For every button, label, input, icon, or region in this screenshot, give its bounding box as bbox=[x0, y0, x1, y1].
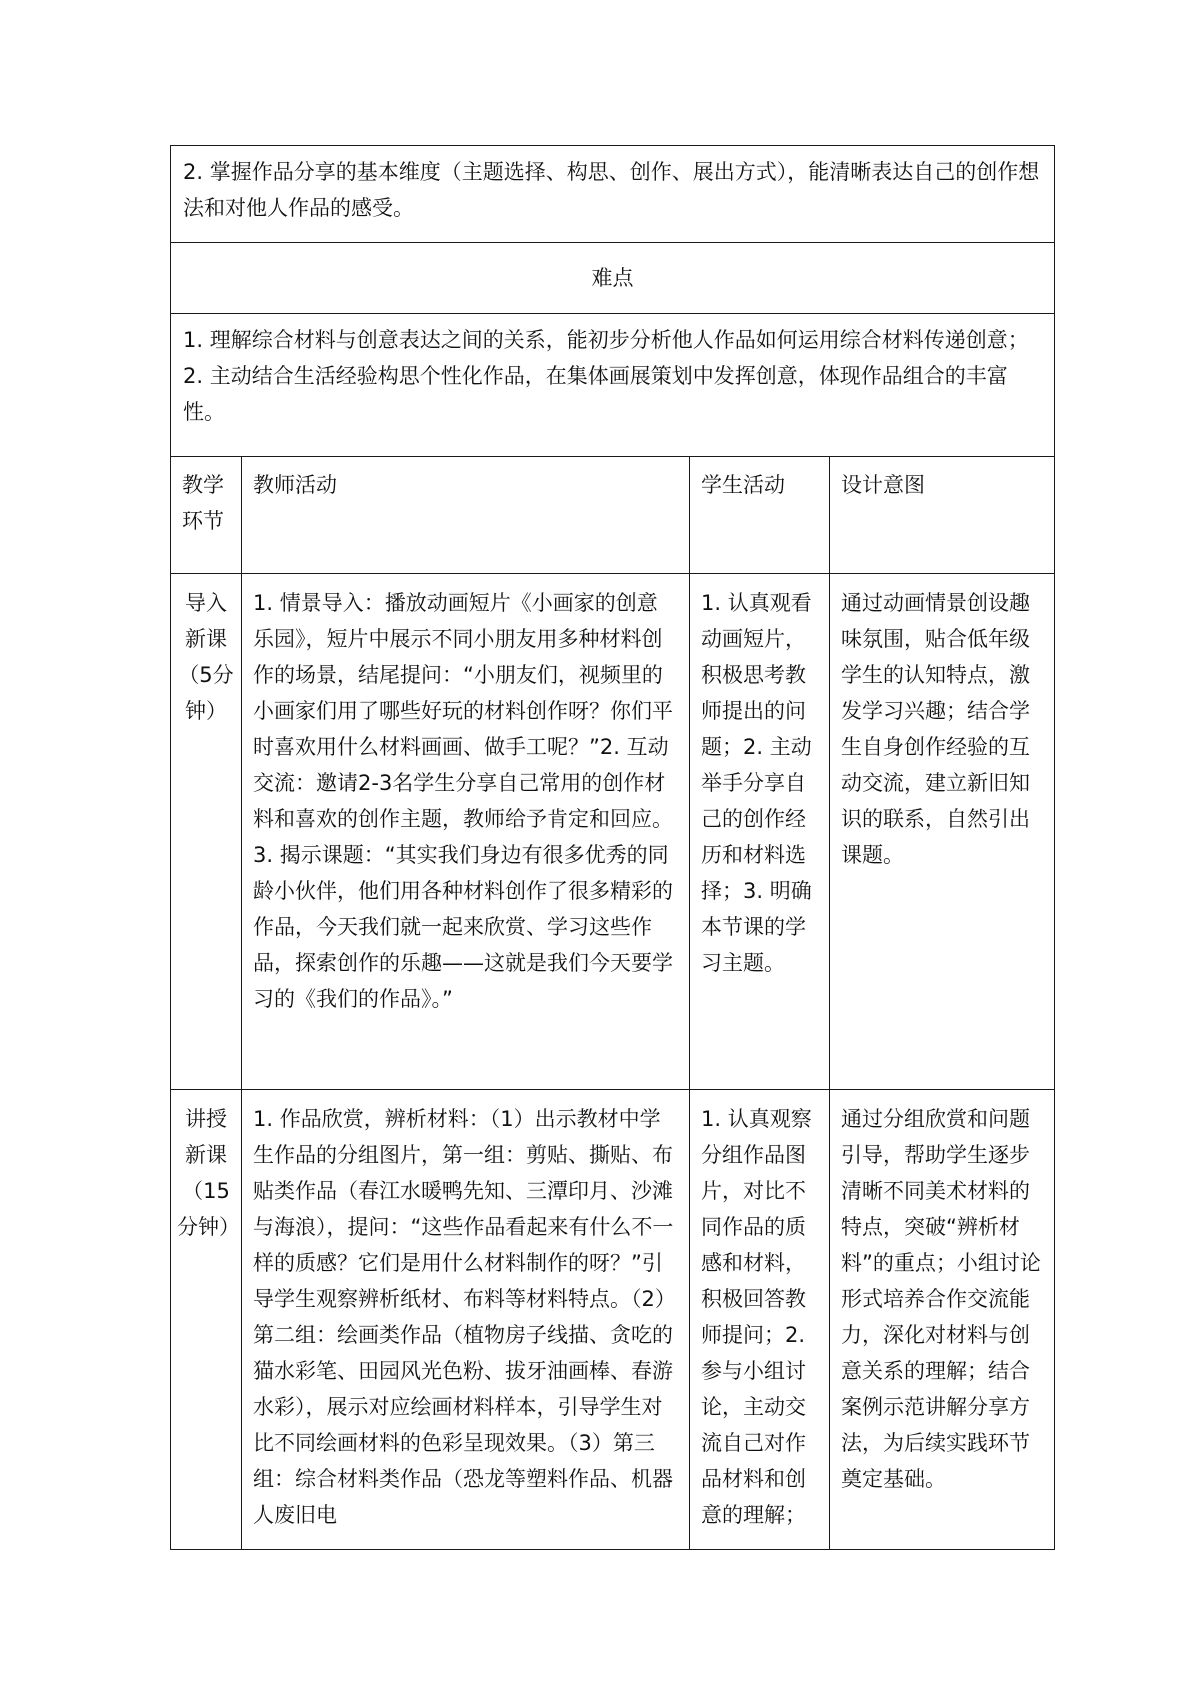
teacher-activity-cell: 1. 作品欣赏，辨析材料：（1）出示教材中学生作品的分组图片，第一组：剪贴、撕贴、布贴类作品（春江水暖鸭先知、三潭印月、沙滩与海浪），提问：“这些作品看起来有什么不一样的质感？它们是用什么材料制作的呀？”引导学生观察辨析纸材、布料等材料特点。（2）第二组：绘画类作品（植物房子线描、贪吃的猫水彩笔、田园风光色粉、拔牙油画棒、春游水彩），展示对应绘画材料样本，引导学生对比不同绘画材料的色彩呈现效果。（3）第三组：综合材料类作品（恐龙等塑料作品、机器人废旧电 bbox=[242, 1090, 690, 1550]
teacher-activity-cell: 1. 情景导入：播放动画短片《小画家的创意乐园》，短片中展示不同小朋友用多种材料创作的场景，结尾提问：“小朋友们，视频里的小画家们用了哪些好玩的材料创作呀？你们平时喜欢用什么材料画画、做手工呢？”2. 互动交流：邀请2-3名学生分享自己常用的创作材料和喜欢的创作主题，教师给予肯定和回应。3. 揭示课题：“其实我们身边有很多优秀的同龄小伙伴，他们用各种材料创作了很多精彩的作品，今天我们就一起来欣赏、学习这些作品，探索创作的乐趣——这就是我们今天要学习的《我们的作品》。” bbox=[242, 574, 690, 1090]
difficulty-content-row bbox=[171, 314, 1055, 457]
teaching-goal-row bbox=[171, 146, 1055, 243]
design-intent-cell: 通过动画情景创设趣味氛围，贴合低年级学生的认知特点，激发学习兴趣；结合学生自身创作经验的互动交流，建立新旧知识的联系，自然引出课题。 bbox=[830, 574, 1055, 1090]
design-intent-cell: 通过分组欣赏和问题引导，帮助学生逐步清晰不同美术材料的特点，突破“辨析材料”的重点；小组讨论形式培养合作交流能力，深化对材料与创意关系的理解；结合案例示范讲解分享方法，为后续实践环节奠定基础。 bbox=[830, 1090, 1055, 1550]
difficulty-heading: 难点 bbox=[171, 243, 1055, 314]
stage-cell: 导入新课（5分钟） bbox=[171, 574, 242, 1090]
column-header-teacher: 教师活动 bbox=[242, 457, 690, 574]
column-header-row bbox=[171, 457, 1055, 574]
difficulty-header-row bbox=[171, 243, 1055, 314]
table-row bbox=[171, 1090, 1055, 1550]
stage-cell: 讲授新课（15分钟） bbox=[171, 1090, 242, 1550]
lesson-plan-table bbox=[170, 145, 1055, 1550]
column-header-student: 学生活动 bbox=[690, 457, 830, 574]
student-activity-cell: 1. 认真观察分组作品图片，对比不同作品的质感和材料，积极回答教师提问；2. 参与小组讨论，主动交流自己对作品材料和创意的理解； bbox=[690, 1090, 830, 1550]
difficulty-text: 1. 理解综合材料与创意表达之间的关系，能初步分析他人作品如何运用综合材料传递创意；2. 主动结合生活经验构思个性化作品，在集体画展策划中发挥创意，体现作品组合的丰富性。 bbox=[171, 314, 1055, 457]
table-row bbox=[171, 574, 1055, 1090]
lesson-plan-page bbox=[170, 145, 1054, 1550]
column-header-design: 设计意图 bbox=[830, 457, 1055, 574]
student-activity-cell: 1. 认真观看动画短片，积极思考教师提出的问题；2. 主动举手分享自己的创作经历和材料选择；3. 明确本节课的学习主题。 bbox=[690, 574, 830, 1090]
teaching-goal-text: 2. 掌握作品分享的基本维度（主题选择、构思、创作、展出方式），能清晰表达自己的创作想法和对他人作品的感受。 bbox=[171, 146, 1055, 243]
column-header-stage: 教学环节 bbox=[171, 457, 242, 574]
